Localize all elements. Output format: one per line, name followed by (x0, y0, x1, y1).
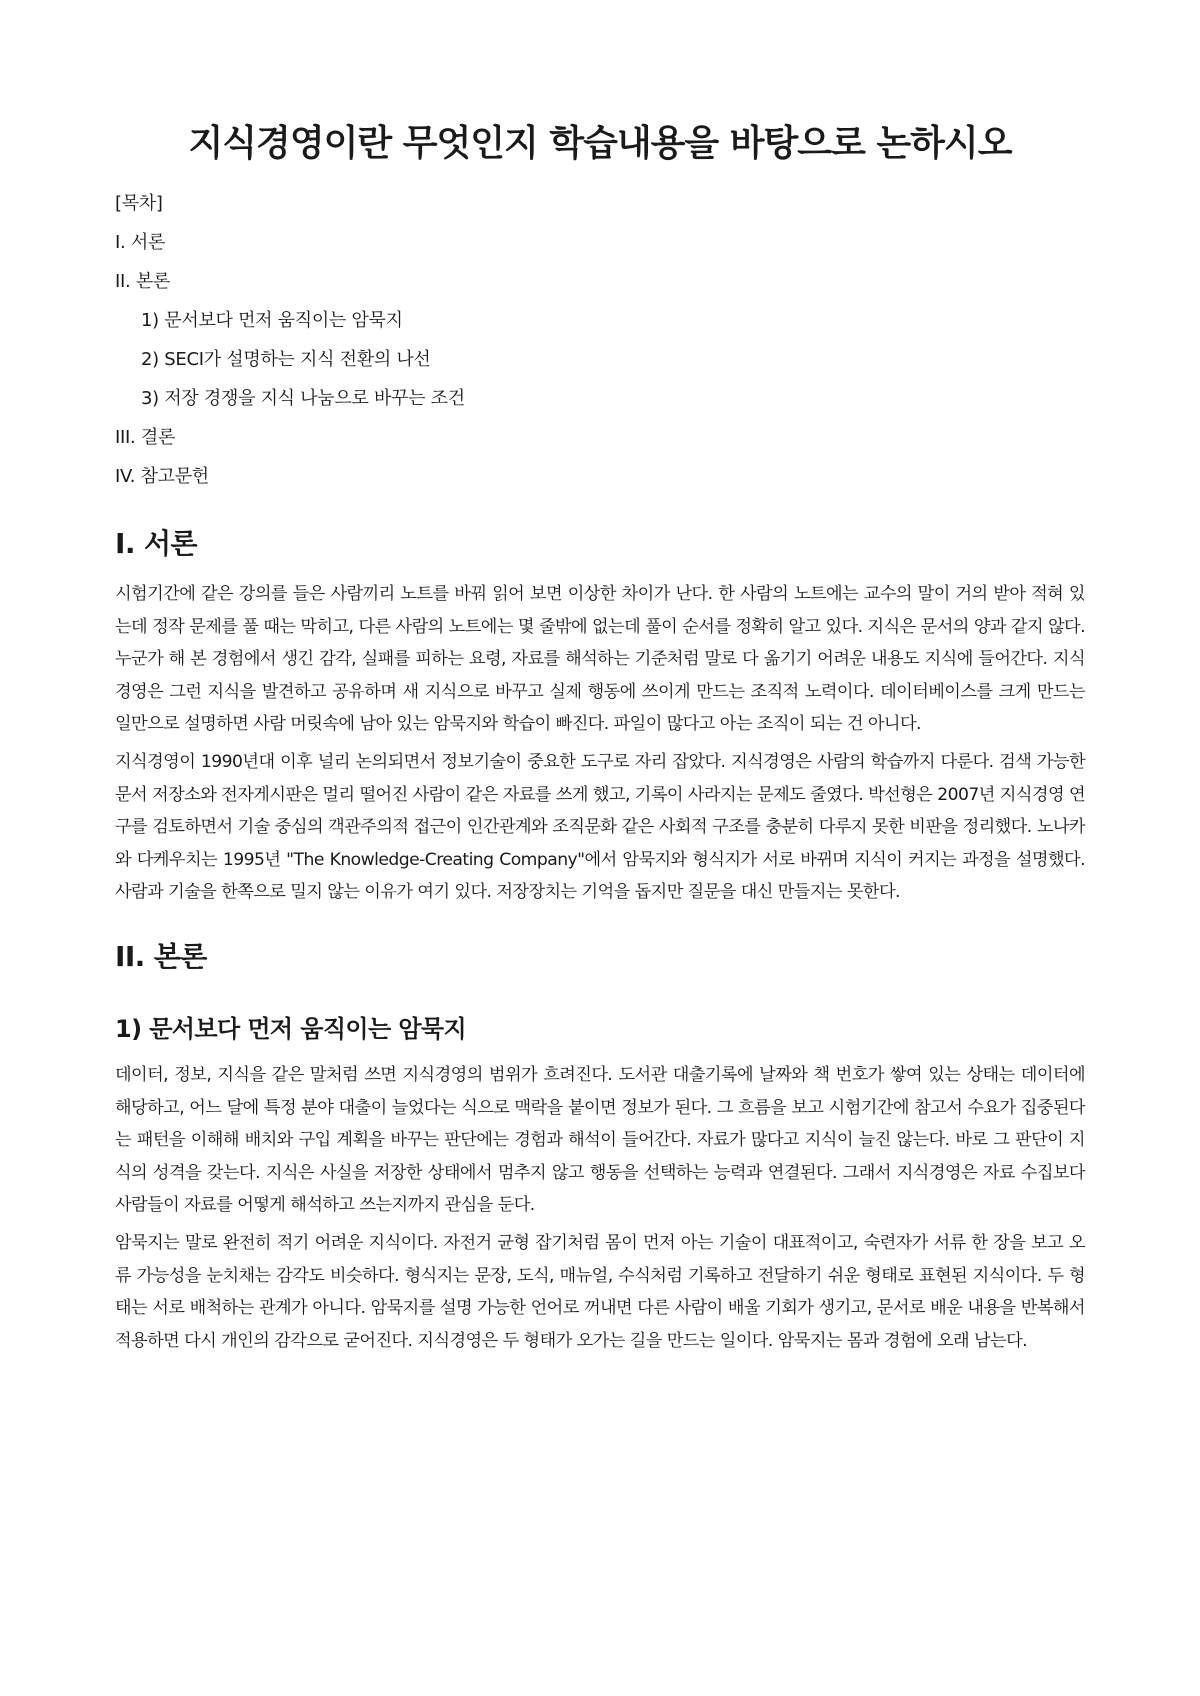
toc-item-body-1: 1) 문서보다 먼저 움직이는 암묵지 (141, 310, 403, 331)
intro-paragraph-1: 시험기간에 같은 강의를 들은 사람끼리 노트를 바꿔 읽어 보면 이상한 차이가 난다. 한 사람의 노트에는 교수의 말이 거의 받아 적혀 있는데 정작 문제를 풀 때는 막히고, 다른 사람의 노트에는 몇 줄밖에 없는데 풀이 순서를 정확히 알고 있다. 지식은 문서의 양과 같지 않다. 누군가 해 본 경험에서 생긴 감각, 실패를 피하는 요령, 자료를 해석하는 기준처럼 말로 다 옮기기 어려운 내용도 지식에 들어간다. 지식경영은 그런 지식을 발견하고 공유하며 새 지식으로 바꾸고 실제 행동에 쓰이게 만드는 조직적 노력이다. 데이터베이스를 크게 만드는 일만으로 설명하면 사람 머릿속에 남아 있는 암묵지와 학습이 빠진다. 파일이 많다고 아는 조직이 되는 건 아니다. (115, 584, 1085, 735)
toc-item-conclusion: III. 결론 (115, 427, 176, 448)
intro-paragraph-2: 지식경영이 1990년대 이후 널리 논의되면서 정보기술이 중요한 도구로 자리 잡았다. 지식경영은 사람의 학습까지 다룬다. 검색 가능한 문서 저장소와 전자게시판은 멀리 떨어진 사람이 같은 자료를 쓰게 했고, 기록이 사라지는 문제도 줄였다. 박선형은 2007년 지식경영 연구를 검토하면서 기술 중심의 객관주의적 접근이 인간관계와 조직문화 같은 사회적 구조를 충분히 다루지 못한 비판을 정리했다. 노나카와 다케우치는 1995년 "The Knowledge-Creating Company"에서 암묵지와 형식지가 서로 바뀌며 지식이 커지는 과정을 설명했다. 사람과 기술을 한쪽으로 밀지 않는 이유가 여기 있다. 저장장치는 기억을 돕지만 질문을 대신 만들지는 못한다. (115, 751, 1085, 903)
section-heading-intro: I. 서론 (115, 527, 197, 560)
body-paragraph-1: 데이터, 정보, 지식을 같은 말처럼 쓰면 지식경영의 범위가 흐려진다. 도서관 대출기록에 날짜와 책 번호가 쌓여 있는 상태는 데이터에 해당하고, 어느 달에 특정 분야 대출이 늘었다는 식으로 맥락을 붙이면 정보가 된다. 그 흐름을 보고 시험기간에 참고서 수요가 집중된다는 패턴을 이해해 배치와 구입 계획을 바꾸는 판단에는 경험과 해석이 들어간다. 자료가 많다고 지식이 늘진 않는다. 바로 그 판단이 지식의 성격을 갖는다. 지식은 사실을 저장한 상태에서 멈추지 않고 행동을 선택하는 능력과 연결된다. 그래서 지식경영은 자료 수집보다 사람들이 자료를 어떻게 해석하고 쓰는지까지 관심을 둔다. (115, 1064, 1085, 1216)
toc-item-body-3: 3) 저장 경쟁을 지식 나눔으로 바꾸는 조건 (141, 388, 465, 409)
subsection-heading-tacit: 1) 문서보다 먼저 움직이는 암묵지 (115, 1014, 467, 1043)
body-paragraph-2: 암묵지는 말로 완전히 적기 어려운 지식이다. 자전거 균형 잡기처럼 몸이 먼저 아는 기술이 대표적이고, 숙련자가 서류 한 장을 보고 오류 가능성을 눈치채는 감각도 비슷하다. 형식지는 문장, 도식, 매뉴얼, 수식처럼 기록하고 전달하기 쉬운 형태로 표현된 지식이다. 두 형태는 서로 배척하는 관계가 아니다. 암묵지를 설명 가능한 언어로 꺼내면 다른 사람이 배울 기회가 생기고, 문서로 배운 내용을 반복해서 적용하면 다시 개인의 감각으로 굳어진다. 지식경영은 두 형태가 오가는 길을 만드는 일이다. 암묵지는 몸과 경험에 오래 남는다. (115, 1232, 1085, 1351)
toc-item-body: II. 본론 (115, 271, 171, 292)
toc-item-intro: I. 서론 (115, 232, 166, 253)
section-heading-body: II. 본론 (115, 939, 207, 973)
document-title: 지식경영이란 무엇인지 학습내용을 바탕으로 논하시오 (188, 123, 1012, 164)
toc-item-body-2: 2) SECI가 설명하는 지식 전환의 나선 (141, 349, 431, 370)
toc-item-references: IV. 참고문헌 (115, 466, 209, 487)
table-of-contents (115, 184, 1085, 496)
toc-heading: [목차] (115, 193, 163, 214)
